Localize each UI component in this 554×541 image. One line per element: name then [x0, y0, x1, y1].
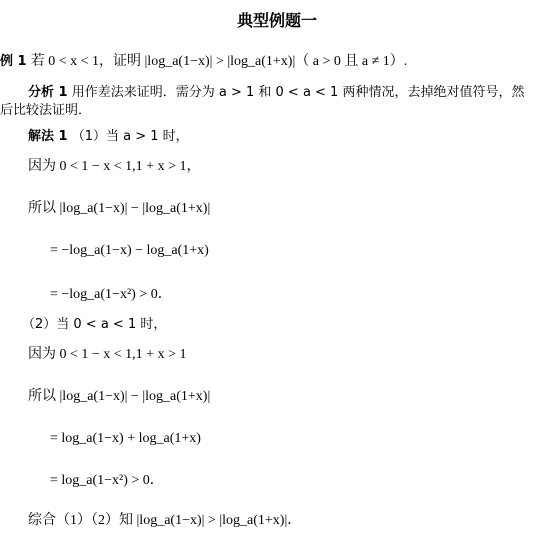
case1-because: 因为 0 < 1 − x < 1,1 + x > 1，	[28, 159, 201, 174]
analysis-text: 用作差法来证明．需分为 a > 1 和 0 < a < 1 两种情况，去掉绝对值符号，然后比较法证明．	[0, 85, 525, 118]
example-label: 例 1	[0, 54, 27, 69]
example-text: 若 0 < x < 1，证明 |log_a(1−x)| > |log_a(1+x)|（ a > 0 且 a ≠ 1）.	[30, 54, 408, 69]
example-line	[0, 53, 407, 71]
analysis-label: 分析 1	[28, 85, 68, 100]
solution-label: 解法 1	[28, 129, 68, 144]
case2-step1: = log_a(1−x) + log_a(1+x)	[50, 431, 201, 446]
case2-step2: = log_a(1−x²) > 0．	[50, 473, 164, 488]
solution-header	[28, 128, 189, 146]
case1-step1: = −log_a(1−x) − log_a(1+x)	[50, 243, 209, 258]
conclusion: 综合（1）（2）知 |log_a(1−x)| > |log_a(1+x)|．	[28, 513, 302, 528]
case1-step2: = −log_a(1−x²) > 0．	[50, 287, 172, 302]
case2-so: 所以 |log_a(1−x)| − |log_a(1+x)|	[28, 389, 211, 404]
case1-header: （1）当 a > 1 时，	[71, 129, 189, 144]
analysis-paragraph	[0, 84, 536, 120]
case1-so: 所以 |log_a(1−x)| − |log_a(1+x)|	[28, 201, 211, 216]
case2-because: 因为 0 < 1 − x < 1,1 + x > 1	[28, 347, 187, 362]
case2-header: （2）当 0 < a < 1 时，	[22, 317, 167, 332]
page-title: 典型例题一	[236, 11, 317, 30]
